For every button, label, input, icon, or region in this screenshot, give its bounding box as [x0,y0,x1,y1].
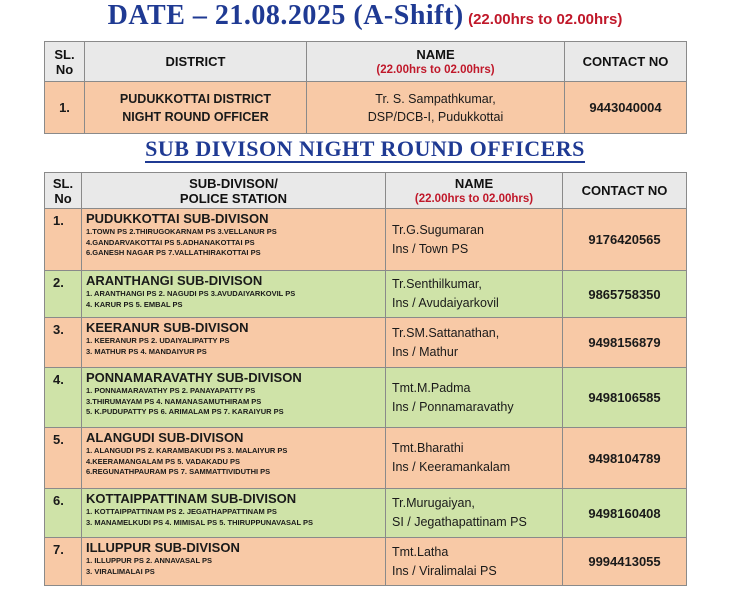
col-subdivision-line: SUB-DIVISON/ [189,175,278,191]
officer-name: Tr. S. Sampathkumar, [375,91,496,106]
station-line: 4.KEERAMANGALAM PS 5. VADAKADU PS [86,456,241,466]
officer-designation: Ins / Mathur [392,344,458,359]
col-name-label: NAME [454,176,494,191]
district-line: NIGHT ROUND OFFICER [122,109,269,124]
col-sl-no: SL. No [45,42,85,82]
station-line: 1. ILLUPPUR PS 2. ANNAVASAL PS [86,556,212,565]
subdivision-officer-table [44,172,687,586]
district-line: PUDUKKOTTAI DISTRICT [119,91,272,106]
subdivision-name: KEERANUR SUB-DIVISON [86,320,249,335]
subdivision-cell [82,209,386,271]
subdivision-heading-text: SUB DIVISON NIGHT ROUND OFFICERS [145,136,585,161]
officer-cell [386,489,563,538]
col-subdivision [82,173,386,209]
officer-cell [386,368,563,428]
officer-name: Tr.Senthilkumar, [392,277,482,291]
sl-no: 4. [45,368,82,428]
officer-name: Tr.Murugaiyan, [392,496,475,510]
officer-designation: Ins / Keeramankalam [392,460,511,474]
table-row [45,209,687,271]
officer-name: Tmt.Latha [392,544,449,559]
station-line: 6.GANESH NAGAR PS 7.VALLATHIRAKOTTAI PS [86,248,261,257]
station-line: 1. KEERANUR PS 2. UDAIYALIPATTY PS [86,336,230,345]
date-title: DATE – 21.08.2025 (A-Shift) [107,0,464,31]
station-line: 1. KOTTAIPPATTINAM PS 2. JEGATHAPPATTINAM PS [86,507,277,516]
station-line: 3. VIRALIMALAI PS [86,566,155,576]
col-name-time: (22.00hrs to 02.00hrs) [376,64,495,76]
station-line: 3.THIRUMAYAM PS 4. NAMANASAMUTHIRAM PS [86,396,262,406]
table-row [45,489,687,538]
contact-number: 9865758350 [563,271,687,318]
officer-cell [386,271,563,318]
officer-designation: DSP/DCB-I, Pudukkottai [367,109,504,124]
table-row [45,368,687,428]
subdivision-cell [82,428,386,489]
contact-number: 9176420565 [563,209,687,271]
station-line: 5. K.PUDUPATTY PS 6. ARIMALAM PS 7. KARAIYUR PS [86,407,284,416]
station-line: 4.GANDARVAKOTTAI PS 5.ADHANAKOTTAI PS [86,237,255,247]
station-line: 1. ALANGUDI PS 2. KARAMBAKUDI PS 3. MALAIYUR PS [86,446,288,455]
col-name [386,173,563,209]
subdivision-cell [82,489,386,538]
subdivision-cell [82,318,386,368]
table-row [45,318,687,368]
col-name [307,42,565,82]
sl-no: 5. [45,428,82,489]
col-sl-no: SL. No [45,173,82,209]
sl-no: 1. [45,82,85,134]
subdivision-name: ALANGUDI SUB-DIVISON [86,430,244,445]
officer-name: Tr.SM.Sattanathan, [392,325,500,340]
contact-number: 9498156879 [563,318,687,368]
officer-cell [386,428,563,489]
officer-name: Tr.G.Sugumaran [392,222,484,237]
table-row [45,428,687,489]
station-line: 1.TOWN PS 2.THIRUGOKARNAM PS 3.VELLANUR PS [86,227,277,236]
officer-designation: Ins / Viralimalai PS [392,563,497,578]
contact-number: 9443040004 [565,82,687,134]
subdivision-name: KOTTAIPPATTINAM SUB-DIVISON [86,491,297,506]
sl-no: 6. [45,489,82,538]
col-district: DISTRICT [85,42,307,82]
subdivision-name: PONNAMARAVATHY SUB-DIVISON [86,370,302,385]
officer-name: Tmt.Bharathi [392,441,464,455]
page-title [0,0,730,36]
subdivision-cell [82,538,386,586]
table-row [45,538,687,586]
officer-designation: SI / Jegathapattinam PS [392,515,527,529]
sl-no: 1. [45,209,82,271]
officer-designation: Ins / Town PS [392,241,469,256]
district-officer-table [44,41,687,134]
officer-cell [307,82,565,134]
contact-number: 9498104789 [563,428,687,489]
table-row [45,82,687,134]
station-line: 3. MANAMELKUDI PS 4. MIMISAL PS 5. THIRUPPUNAVASAL PS [86,517,313,527]
station-line: 1. ARANTHANGI PS 2. NAGUDI PS 3.AVUDAIYARKOVIL PS [86,289,296,298]
officer-cell [386,318,563,368]
officer-cell [386,209,563,271]
station-line: 4. KARUR PS 5. EMBAL PS [86,299,183,309]
subdivision-name: ILLUPPUR SUB-DIVISON [86,540,240,555]
col-subdivision-line: POLICE STATION [179,190,288,206]
contact-number: 9498160408 [563,489,687,538]
sl-no: 3. [45,318,82,368]
sl-no: 2. [45,271,82,318]
col-name-label: NAME [416,47,455,62]
contact-number: 9498106585 [563,368,687,428]
contact-number: 9994413055 [563,538,687,586]
col-contact: CONTACT NO [565,42,687,82]
station-line: 1. PONNAMARAVATHY PS 2. PANAYAPATTY PS [86,386,256,395]
officer-cell [386,538,563,586]
col-contact: CONTACT NO [563,173,687,209]
col-name-time: (22.00hrs to 02.00hrs) [414,193,534,205]
station-line: 6.REGUNATHPAURAM PS 7. SAMMATTIVIDUTHI PS [86,467,271,476]
table-row [45,271,687,318]
subdivision-cell [82,368,386,428]
officer-name: Tmt.M.Padma [392,380,471,395]
shift-time: (22.00hrs to 02.00hrs) [468,11,623,28]
subdivision-name: ARANTHANGI SUB-DIVISON [86,273,263,288]
officer-designation: Ins / Ponnamaravathy [392,399,514,414]
officer-designation: Ins / Avudaiyarkovil [392,296,499,310]
subdivision-heading [0,136,730,162]
district-cell [85,82,307,134]
sl-no: 7. [45,538,82,586]
subdivision-name: PUDUKKOTTAI SUB-DIVISON [86,211,269,226]
subdivision-cell [82,271,386,318]
station-line: 3. MATHUR PS 4. MANDAIYUR PS [86,346,207,356]
